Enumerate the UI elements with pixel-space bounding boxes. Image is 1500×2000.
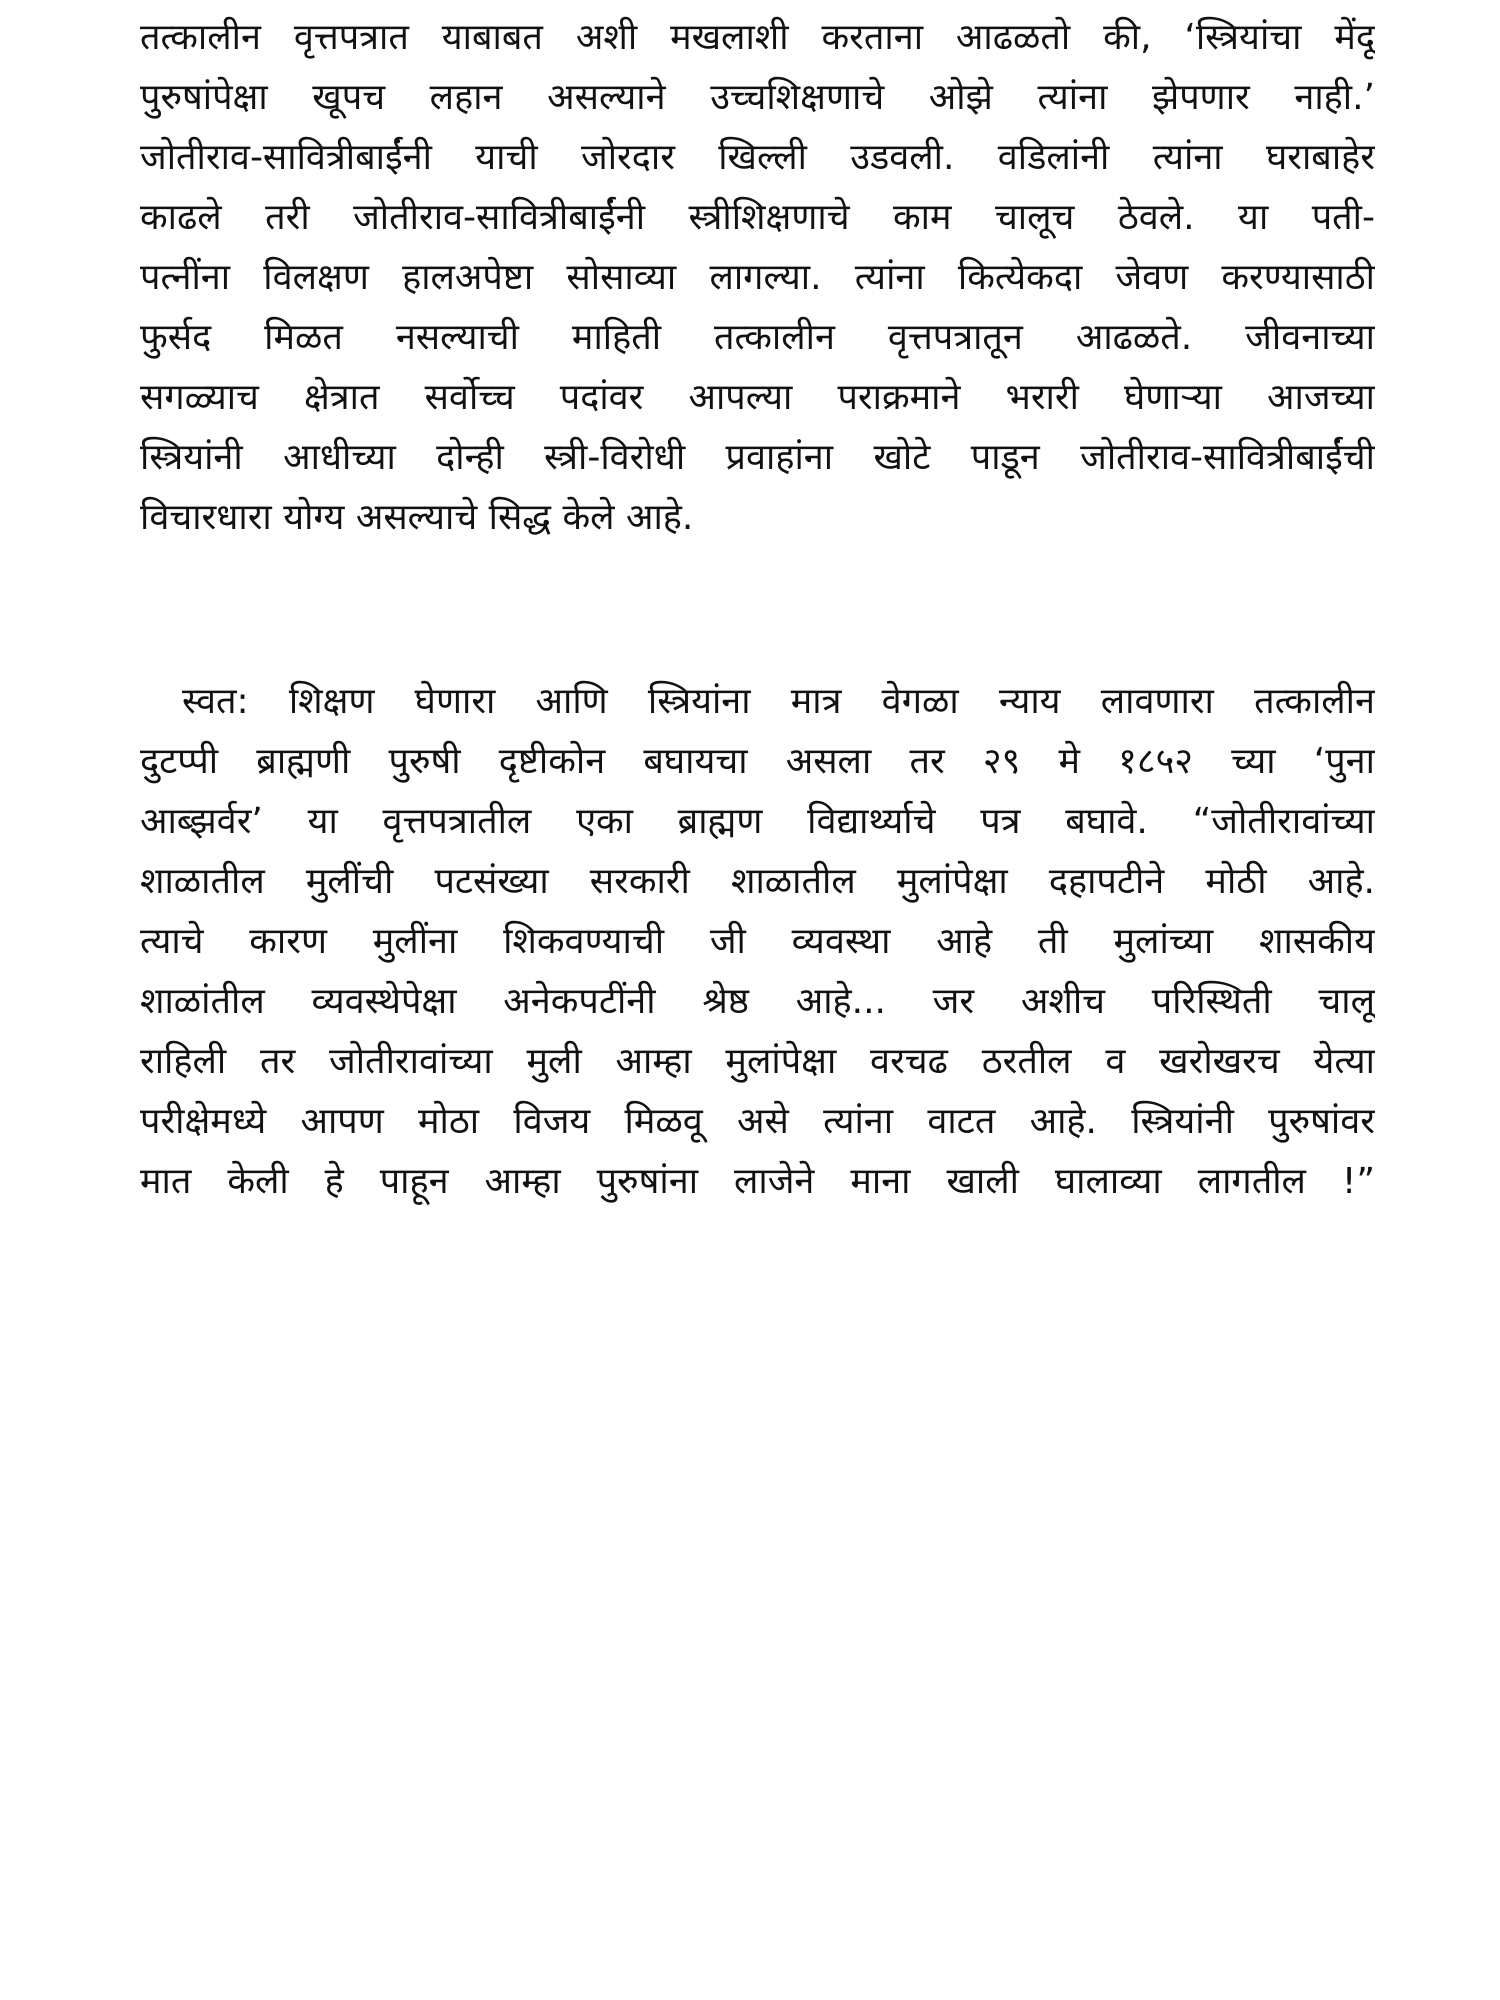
text-line: काढले तरी जोतीराव-सावित्रीबाईंनी स्त्रीशिक्षणाचे काम चालूच ठेवले. या पती- (140, 197, 1375, 238)
text-line: जोतीराव-सावित्रीबाईंनी याची जोरदार खिल्ली उडवली. वडिलांनी त्यांना घराबाहेर (140, 137, 1375, 178)
text-line: राहिली तर जोतीरावांच्या मुली आम्हा मुलांपेक्षा वरचढ ठरतील व खरोखरच येत्या (140, 1041, 1375, 1082)
paragraph-1 (140, 8, 1375, 548)
text-line: शाळातील मुलींची पटसंख्या सरकारी शाळातील मुलांपेक्षा दहापटीने मोठी आहे. (140, 861, 1375, 902)
text-line: सगळ्याच क्षेत्रात सर्वोच्च पदांवर आपल्या पराक्रमाने भरारी घेणाऱ्या आजच्या (140, 377, 1375, 418)
text-line: आब्झर्वर’ या वृत्तपत्रातील एका ब्राह्मण विद्यार्थ्याचे पत्र बघावे. “जोतीरावांच्या (140, 801, 1375, 842)
text-line: परीक्षेमध्ये आपण मोठा विजय मिळवू असे त्यांना वाटत आहे. स्त्रियांनी पुरुषांवर (140, 1101, 1375, 1142)
text-line: पत्नींना विलक्षण हालअपेष्टा सोसाव्या लागल्या. त्यांना कित्येकदा जेवण करण्यासाठी (140, 257, 1375, 298)
text-line: स्वत: शिक्षण घेणारा आणि स्त्रियांना मात्र वेगळा न्याय लावणारा तत्कालीन (182, 681, 1375, 722)
text-line: विचारधारा योग्य असल्याचे सिद्ध केले आहे. (140, 497, 694, 538)
text-line: फुर्सद मिळत नसल्याची माहिती तत्कालीन वृत्तपत्रातून आढळते. जीवनाच्या (140, 317, 1375, 358)
text-line: स्त्रियांनी आधीच्या दोन्ही स्त्री-विरोधी प्रवाहांना खोटे पाडून जोतीराव-सावित्रीबाईंची (140, 437, 1375, 478)
paragraph-2 (140, 672, 1375, 1212)
text-line: दुटप्पी ब्राह्मणी पुरुषी दृष्टीकोन बघायचा असला तर २९ मे १८५२ च्या ‘पुना (140, 741, 1375, 782)
text-line: तत्कालीन वृत्तपत्रात याबाबत अशी मखलाशी करताना आढळतो की, ‘स्त्रियांचा मेंदू (140, 17, 1375, 58)
text-line: पुरुषांपेक्षा खूपच लहान असल्याने उच्चशिक्षणाचे ओझे त्यांना झेपणार नाही.’ (140, 77, 1375, 118)
text-line: त्याचे कारण मुलींना शिकवण्याची जी व्यवस्था आहे ती मुलांच्या शासकीय (140, 921, 1375, 962)
text-line: शाळांतील व्यवस्थेपेक्षा अनेकपटींनी श्रेष्ठ आहे... जर अशीच परिस्थिती चालू (140, 981, 1375, 1022)
text-line: मात केली हे पाहून आम्हा पुरुषांना लाजेने माना खाली घालाव्या लागतील !” (140, 1161, 1375, 1202)
